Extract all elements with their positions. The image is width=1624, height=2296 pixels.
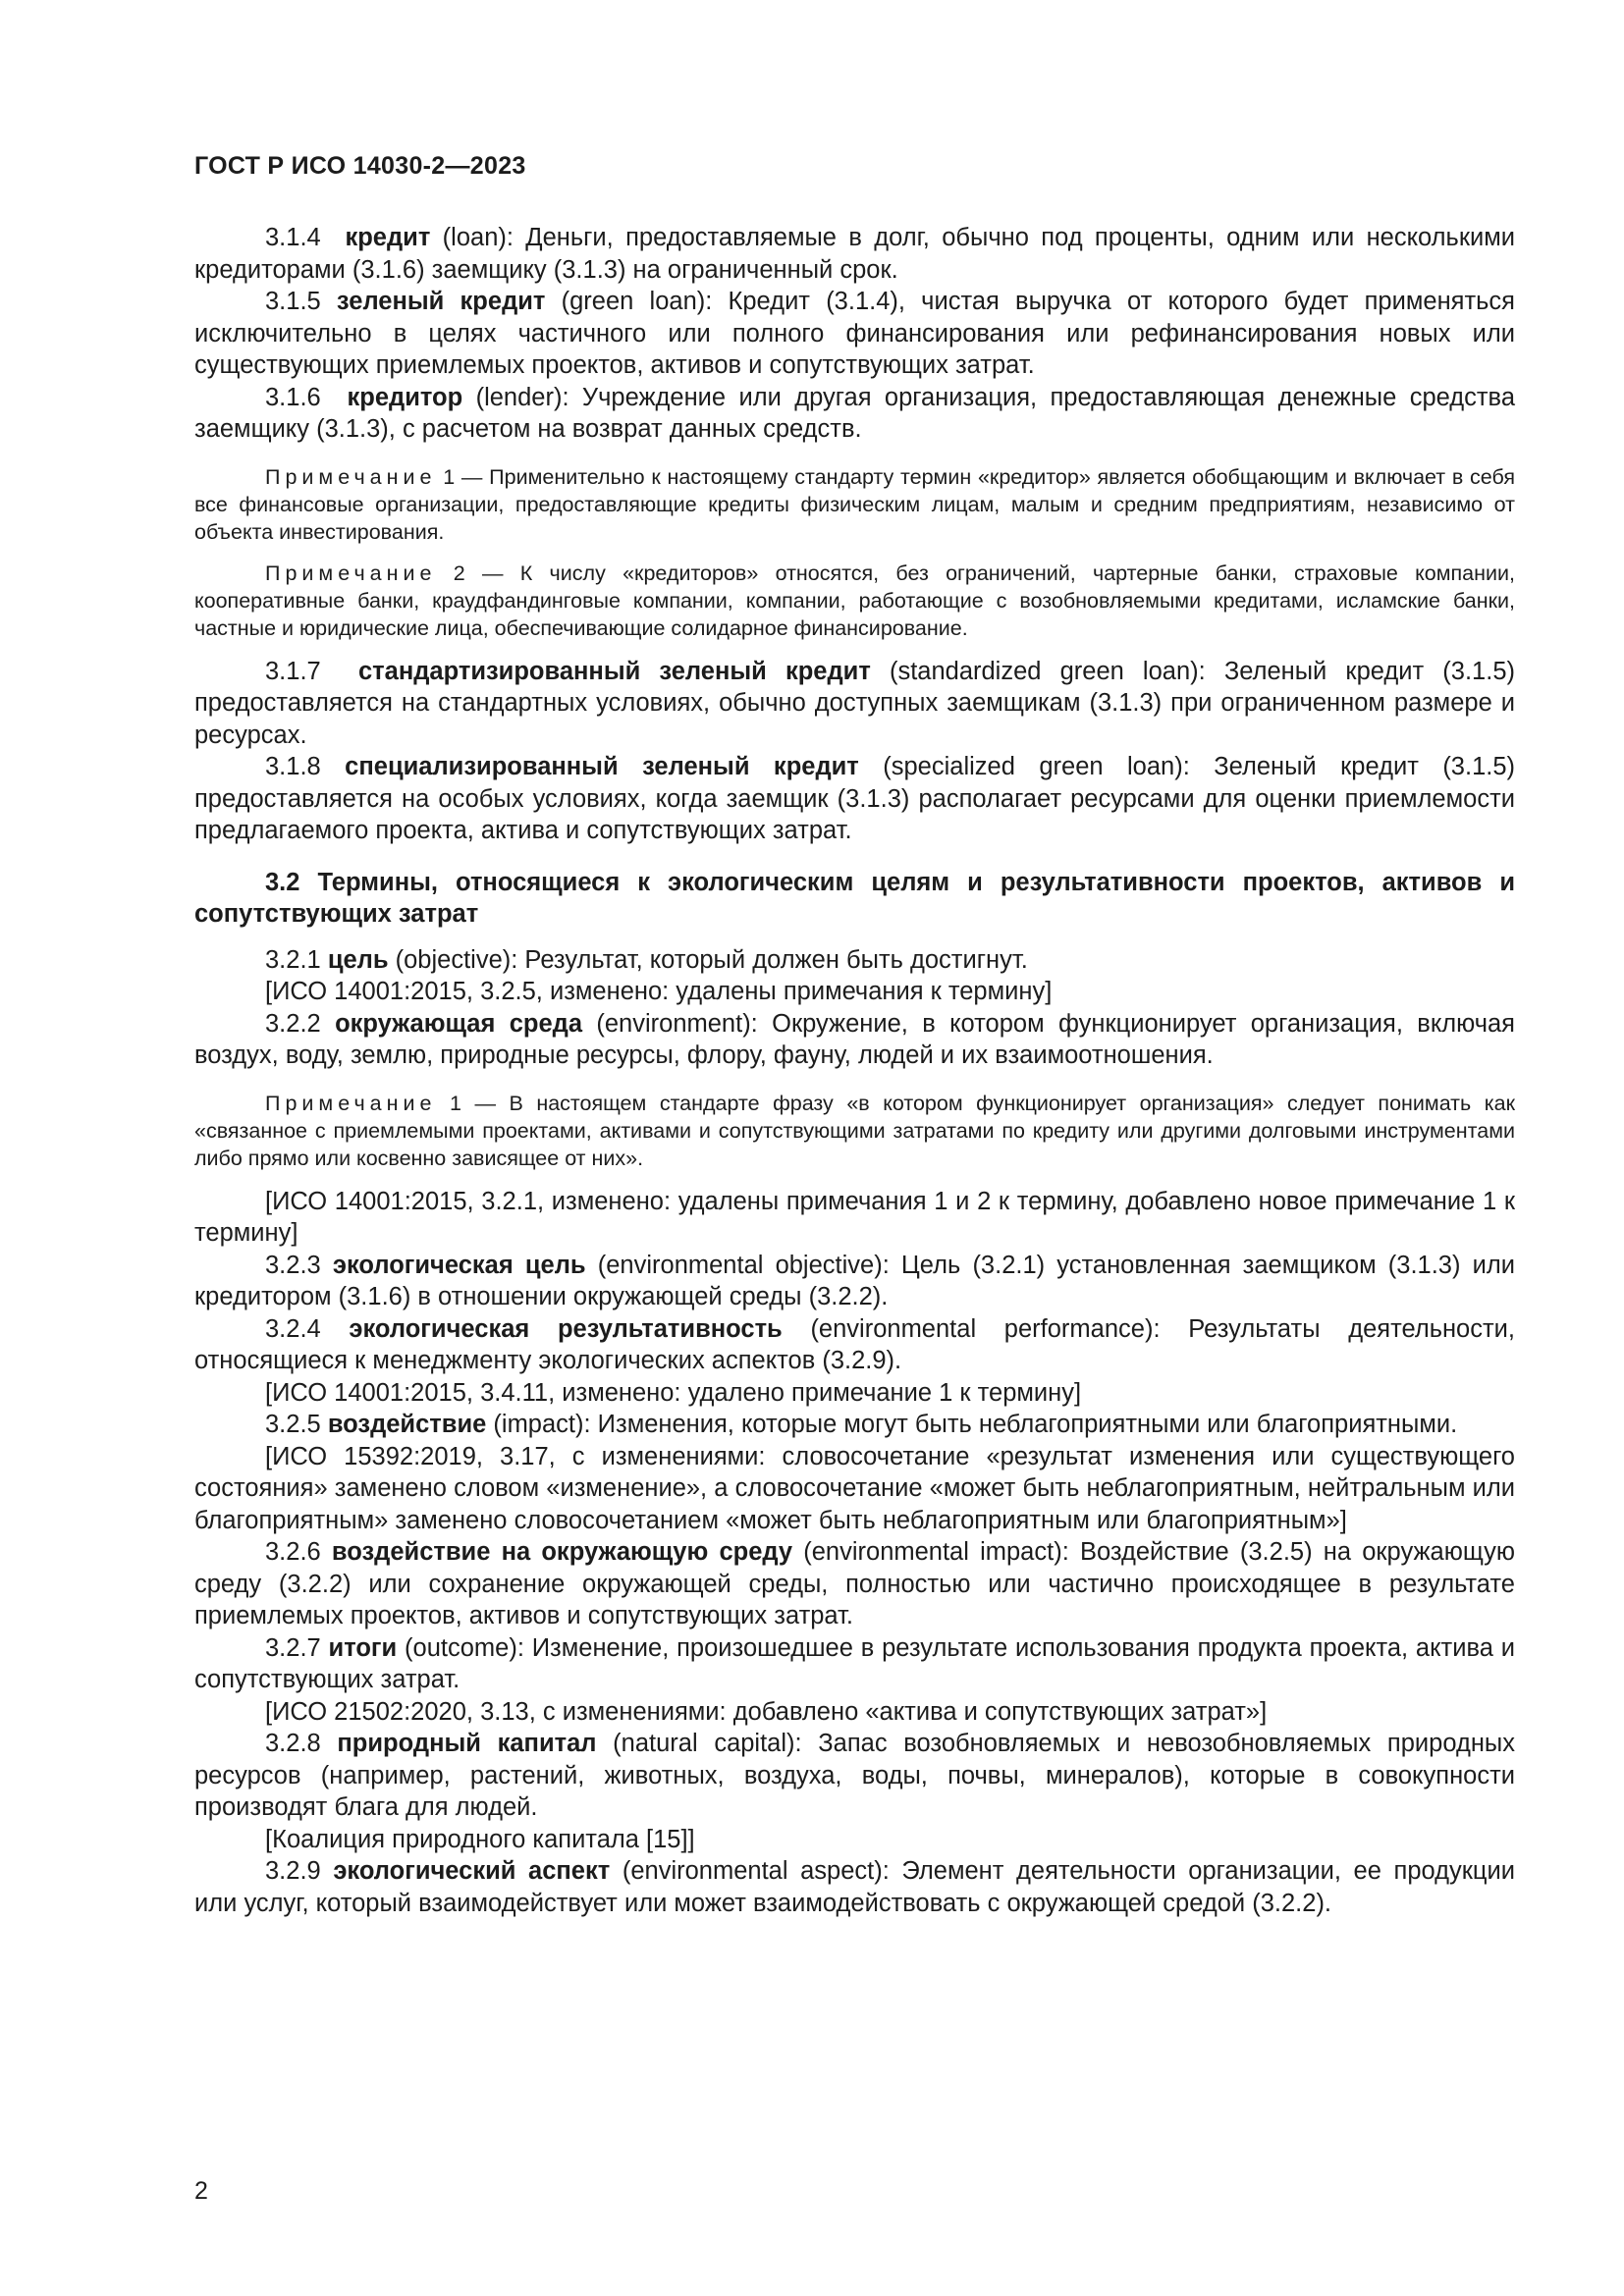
term-definition: (objective): Результат, который должен быть достигнут. (388, 945, 1028, 974)
term-entry (194, 1250, 1515, 1313)
term-title: кредит (345, 224, 431, 251)
note (194, 560, 1515, 642)
term-number: 3.1.5 (265, 288, 321, 315)
term-title: зеленый кредит (336, 288, 546, 315)
source-reference: [Коалиция природного капитала [15]] (265, 1825, 695, 1853)
term-entry (194, 1632, 1515, 1696)
term-definition: (specialized green loan): Зеленый кредит (3.1.5) предоставляется на особых условиях, когда заемщик (3.1.3) располагает ресурсами для оценки приемлемости предлагаемого проекта, актива и сопутствующих затрат. (194, 753, 1516, 844)
term-title: экологический аспект (333, 1857, 611, 1885)
note-label: Примечание (265, 1091, 437, 1115)
term-title: окружающая среда (335, 1009, 583, 1038)
term-title: воздействие на окружающую среду (331, 1538, 793, 1566)
source-reference: [ИСО 14001:2015, 3.2.5, изменено: удалены примечания к термину] (265, 978, 1053, 1005)
term-title: природный капитал (337, 1730, 597, 1757)
term-title: экологическая цель (332, 1251, 586, 1279)
term-entry (194, 656, 1515, 752)
source-reference: [ИСО 14001:2015, 3.4.11, изменено: удалено примечание 1 к термину] (265, 1378, 1082, 1407)
note-text: 2 — К числу «кредиторов» относятся, без ограничений, чартерные банки, страховые компании, кооперативные банки, краудфандинговые компании, компании, работающие с возобновляемыми кредитами, исламские банки, частные и юридические лица, обеспечивающие солидарное финансирование. (194, 561, 1515, 640)
term-number: 3.2.1 (265, 945, 321, 974)
term-number: 3.2.6 (265, 1538, 321, 1566)
term-number: 3.1.6 (265, 383, 321, 411)
source-reference: [ИСО 21502:2020, 3.13, с изменениями: добавлено «актива и сопутствующих затрат»] (265, 1697, 1268, 1726)
term-number: 3.2.7 (265, 1633, 321, 1662)
term-entry (194, 286, 1515, 382)
term-entry (194, 1536, 1515, 1632)
term-entry (194, 1313, 1515, 1377)
term-definition: (lender): Учреждение или другая организация, предоставляющая денежные средства заемщику (3.1.3), с расчетом на возврат данных средств. (194, 383, 1515, 443)
term-entry (194, 1728, 1515, 1824)
term-entry (194, 1409, 1515, 1441)
term-entry (194, 222, 1515, 286)
term-entry (194, 1855, 1515, 1919)
term-definition: (environmental impact): Воздействие (3.2.5) на окружающую среду (3.2.2) или сохранение окружающей среды, полностью или частично происходящее в результате приемлемых проектов, активов и сопутствующих затрат. (194, 1538, 1515, 1629)
source-reference: [ИСО 15392:2019, 3.17, с изменениями: словосочетание «результат изменения или существующего состояния» заменено словом «изменение», а словосочетание «может быть неблагоприятным, нейтральным или благоприятным» заменено словосочетанием «может быть неблагоприятным или благоприятным»] (194, 1442, 1515, 1534)
document-header: ГОСТ Р ИСО 14030-2—2023 (194, 152, 526, 180)
term-entry (194, 382, 1515, 446)
term-number: 3.2.9 (265, 1857, 321, 1885)
term-definition: (natural capital): Запас возобновляемых и невозобновляемых природных ресурсов (например, растений, животных, воздуха, воды, почвы, минералов), которые в совокупности производят блага для людей. (194, 1730, 1516, 1821)
term-title: цель (327, 945, 389, 974)
note (194, 1090, 1515, 1172)
term-number: 3.2.8 (265, 1730, 321, 1757)
term-number: 3.2.2 (265, 1009, 321, 1038)
term-title: итоги (328, 1633, 398, 1662)
term-entry (194, 944, 1515, 977)
term-definition: (environmental objective): Цель (3.2.1) установленная заемщиком (3.1.3) или кредитором (3.1.6) в отношении окружающей среды (3.2.2). (194, 1251, 1515, 1310)
term-title: специализированный зеленый кредит (345, 753, 859, 780)
term-definition: (environmental aspect): Элемент деятельности организации, ее продукции или услуг, который взаимодействует или может взаимодействовать с окружающей средой (3.2.2). (194, 1857, 1515, 1917)
note-label: Примечание (265, 561, 437, 585)
section-heading: 3.2 Термины, относящиеся к экологическим целям и результативности проектов, активов и сопутствующих затрат (194, 868, 1515, 928)
term-number: 3.1.7 (265, 657, 321, 685)
term-title: стандартизированный зеленый кредит (357, 657, 871, 685)
term-definition: (green loan): Кредит (3.1.4), чистая выручка от которого будет применяться исключительно в целях частичного или полного финансирования или рефинансирования новых или существующих приемлемых проектов, активов и сопутствующих затрат. (194, 288, 1515, 379)
term-entry (194, 751, 1515, 847)
term-definition: (environment): Окружение, в котором функционирует организация, включая воздух, воду, землю, природные ресурсы, флору, фауну, людей и их взаимоотношения. (194, 1009, 1515, 1069)
note (194, 463, 1515, 546)
term-definition: (standardized green loan): Зеленый кредит (3.1.5) предоставляется на стандартных условиях, обычно доступных заемщикам (3.1.3) при ограниченном размере и ресурсах. (194, 657, 1515, 749)
note-label: Примечание (265, 464, 437, 489)
term-definition: (loan): Деньги, предоставляемые в долг, обычно под проценты, одним или несколькими кредиторами (3.1.6) заемщику (3.1.3) на ограниченный срок. (194, 224, 1515, 284)
term-number: 3.2.5 (265, 1411, 321, 1438)
source-reference: [ИСО 14001:2015, 3.2.1, изменено: удалены примечания 1 и 2 к термину, добавлено новое примечание 1 к термину] (194, 1187, 1515, 1247)
term-definition: (environmental performance): Результаты деятельности, относящиеся к менеджменту экологических аспектов (3.2.9). (194, 1314, 1515, 1374)
term-number: 3.1.4 (265, 224, 321, 251)
term-definition: (impact): Изменения, которые могут быть неблагоприятными или благоприятными. (486, 1411, 1458, 1438)
document-body (194, 222, 1515, 1919)
term-title: кредитор (347, 383, 463, 411)
term-title: воздействие (327, 1411, 487, 1438)
term-number: 3.2.4 (265, 1314, 321, 1343)
term-number: 3.2.3 (265, 1251, 321, 1279)
page-number: 2 (194, 2177, 208, 2205)
term-number: 3.1.8 (265, 753, 321, 780)
term-entry (194, 1008, 1515, 1072)
term-definition: (outcome): Изменение, произошедшее в результате использования продукта проекта, актива и сопутствующих затрат. (194, 1633, 1515, 1693)
note-text: 1 — Применительно к настоящему стандарту термин «кредитор» является обобщающим и включает в себя все финансовые организации, предоставляющие кредиты физическим лицам, малым и средним предприятиям, независимо от объекта инвестирования. (194, 464, 1515, 544)
note-text: 1 — В настоящем стандарте фразу «в котором функционирует организация» следует понимать как «связанное с приемлемыми проектами, активами и сопутствующими затратами по кредиту или другими долговыми инструментами либо прямо или косвенно зависящее от них». (194, 1091, 1515, 1170)
term-title: экологическая результативность (349, 1314, 783, 1343)
